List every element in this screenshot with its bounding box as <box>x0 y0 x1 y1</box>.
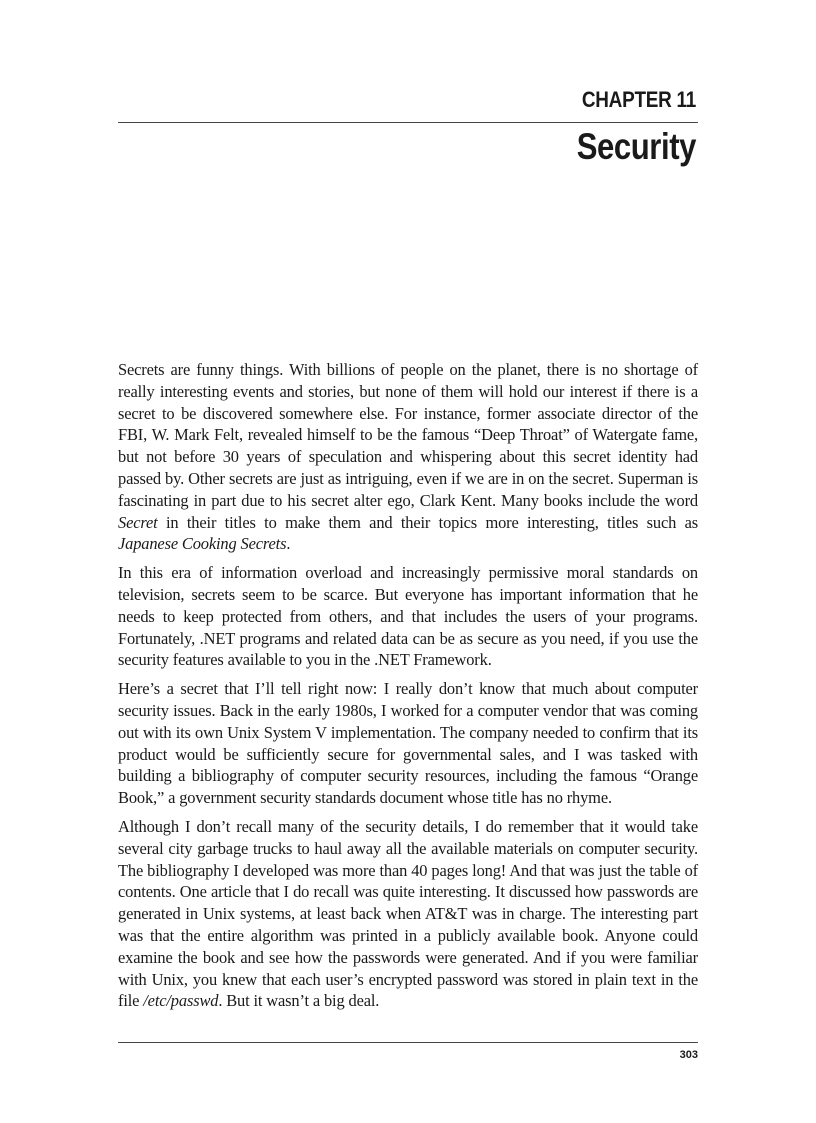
paragraph <box>118 678 698 809</box>
italic-text: /etc/passwd <box>143 991 219 1011</box>
paragraph-text: Here’s a secret that I’ll tell right now: I really don’t know that much about computer security issues. Back in the early 1980s, I worked for a computer vendor that was coming out with its own Unix System V implementation. The company needed to confirm that its product would be sufficiently secure for governmental sales, and I was tasked with building a bibliography of computer security resources, including the famous “Orange Book,” a government security standards document whose title has no rhyme. <box>118 679 698 808</box>
paragraph <box>118 562 698 671</box>
paragraph-text: . <box>286 534 291 554</box>
footer-rule <box>118 1042 698 1043</box>
chapter-title: Security <box>576 126 696 167</box>
paragraph-text: Although I don’t recall many of the security details, I do remember that it would take several city garbage trucks to haul away all the available materials on computer security. The bibliography I developed was more than 40 pages long! And that was just the table of contents. One article that I do recall was quite interesting. It discussed how passwords are generated in Unix systems, at least back when AT&T was in charge. The interesting part was that the entire algorithm was printed in a publicly available book. Anyone could examine the book and see how the passwords were generated. And if you were familiar with Unix, you knew that each user’s encrypted password was stored in plain text in the file <box>118 816 698 1011</box>
chapter-label: CHAPTER 11 <box>581 87 696 112</box>
paragraph-text: in their titles to make them and their topics more interesting, titles such as <box>157 512 698 532</box>
paragraph-text: . But it wasn’t a big deal. <box>218 991 380 1011</box>
page-number: 303 <box>679 1049 698 1061</box>
header-rule <box>118 122 698 123</box>
paragraph <box>118 816 698 1012</box>
italic-text: Secret <box>118 512 158 532</box>
paragraph-text: In this era of information overload and increasingly permissive moral standards on television, secrets seem to be scarce. But everyone has important information that he needs to keep protected from others, and that includes the users of your programs. Fortunately, .NET programs and related data can be as secure as you need, if you use the security features available to you in the .NET Framework. <box>118 563 698 670</box>
paragraph-text: Secrets are funny things. With billions of people on the planet, there is no shortage of really interesting events and stories, but none of them will hold our interest if there is a secret to be discovered somewhere else. For instance, former associate director of the FBI, W. Mark Felt, revealed himself to be the famous “Deep Throat” of Watergate fame, but not before 30 years of speculation and whispering about this secret identity had passed by. Other secrets are just as intriguing, even if we are in on the secret. Superman is fascinating in part due to his secret alter ego, Clark Kent. Many books include the word <box>118 360 698 510</box>
paragraph <box>118 359 698 555</box>
body-text <box>118 359 698 1019</box>
italic-text: Japanese Cooking Secrets <box>118 534 287 554</box>
